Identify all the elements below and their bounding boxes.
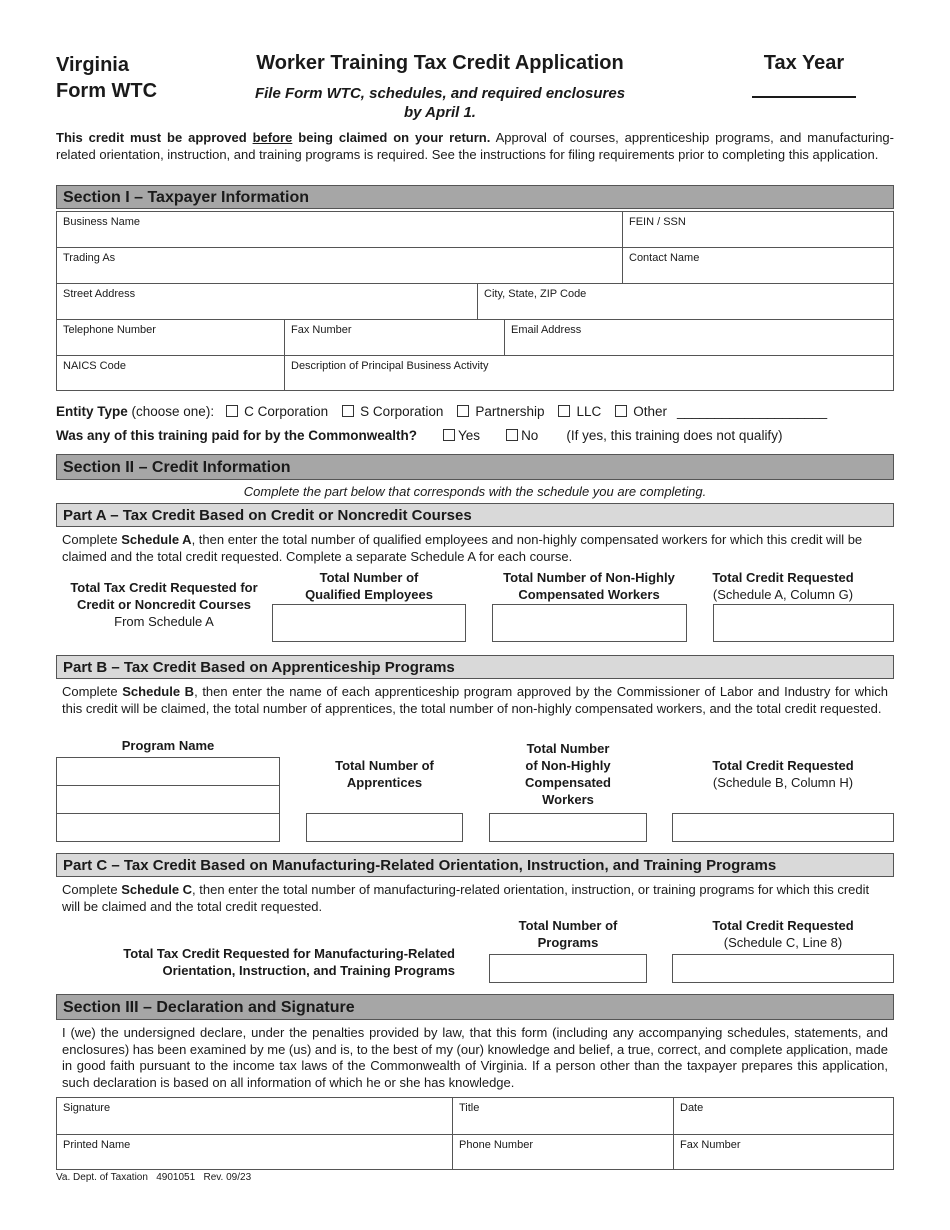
business-name-field[interactable] [57, 212, 622, 247]
partA-non-highly-workers-input[interactable] [492, 604, 687, 642]
partA-col2-header [480, 569, 698, 603]
form-name: Form WTC [56, 80, 158, 102]
partB-total-credit-input[interactable] [672, 813, 894, 842]
partB-non-highly-workers-input[interactable] [489, 813, 647, 842]
yes-label: Yes [458, 428, 481, 443]
partB-text-bold: Schedule B [122, 684, 195, 699]
fein-label: FEIN / SSN [629, 216, 686, 228]
partC-col1-header [489, 917, 647, 951]
partnership-checkbox[interactable] [457, 405, 469, 417]
partA-col2-line2: Compensated Workers [518, 587, 660, 602]
other-label: Other [633, 404, 667, 419]
partA-col2-line1: Total Number of Non-Highly [503, 570, 675, 585]
section1-header: Section I – Taxpayer Information [56, 185, 894, 209]
partB-col2-header [489, 740, 647, 808]
partC-header: Part C – Tax Credit Based on Manufacturing-Related Orientation, Instruction, and Training Programs [56, 853, 894, 877]
partC-total-credit-input[interactable] [672, 954, 894, 983]
partA-text-a: Complete [62, 532, 122, 547]
llc-label: LLC [576, 404, 602, 419]
partC-row-label-2: Orientation, Instruction, and Training Programs [162, 963, 455, 978]
partB-col2-line3: Compensated [525, 775, 611, 790]
section3-header: Section III – Declaration and Signature [56, 994, 894, 1020]
partA-col3-line1: Total Credit Requested [712, 570, 854, 585]
commonwealth-question: Was any of this training paid for by the Commonwealth? [56, 428, 418, 443]
fax-label: Fax Number [291, 324, 352, 336]
partA-col3-header [700, 569, 866, 603]
email-label: Email Address [511, 324, 582, 336]
partB-apprentices-input[interactable] [306, 813, 463, 842]
partB-col1-header [306, 757, 463, 791]
partC-text [62, 882, 888, 915]
entity-type-note: (choose one): [127, 404, 215, 419]
partA-qualified-employees-input[interactable] [272, 604, 466, 642]
other-blank[interactable]: ____________________ [677, 404, 828, 419]
printed-name-field[interactable] [57, 1135, 452, 1169]
partA-row-label [56, 579, 272, 630]
business-description-field[interactable] [284, 356, 893, 390]
partB-program-name-input-3[interactable] [57, 814, 279, 841]
partA-row-label-2: Credit or Noncredit Courses [76, 597, 252, 612]
intro-bold-b: being claimed on your return. [292, 130, 491, 145]
partB-program-name-input-2[interactable] [57, 786, 279, 814]
no-checkbox[interactable] [506, 429, 518, 441]
partC-text-a: Complete [62, 882, 122, 897]
llc-checkbox[interactable] [558, 405, 570, 417]
c-corp-label: C Corporation [244, 404, 329, 419]
partA-col1-line2: Qualified Employees [305, 587, 433, 602]
partC-text-bold: Schedule C [121, 882, 193, 897]
partC-col2-line1: Total Credit Requested [712, 918, 854, 933]
business-name-label: Business Name [63, 216, 141, 228]
form-title: Worker Training Tax Credit Application [256, 52, 624, 74]
partB-header: Part B – Tax Credit Based on Apprenticeship Programs [56, 655, 894, 679]
state-name: Virginia [56, 54, 129, 76]
signature-label: Signature [63, 1102, 111, 1114]
partA-total-credit-input[interactable] [713, 604, 894, 642]
phone-field[interactable] [452, 1135, 673, 1169]
c-corp-checkbox[interactable] [226, 405, 238, 417]
fein-field[interactable] [622, 212, 893, 247]
partB-col3-line2: (Schedule B, Column H) [712, 775, 854, 790]
partC-col1-line2: Programs [537, 935, 599, 950]
phone-label: Phone Number [459, 1139, 533, 1151]
s-corp-label: S Corporation [360, 404, 444, 419]
partB-text-a: Complete [62, 684, 123, 699]
intro-bold-underline: before [252, 130, 293, 145]
telephone-field[interactable] [57, 320, 284, 355]
partB-text-b: , then enter the name of each apprenticeship program approved by the Commissioner of Labor and Industry for which this credit will be claimed, the total number of apprentices, the total number of non-highly compensated workers, and the total credit requested. [62, 684, 888, 716]
intro-rest: Approval of courses, apprenticeship programs, and manufacturing-related orientation, instruction, and training programs is required. See the instructions for filing requirements prior to completing this application. [56, 130, 894, 162]
partB-col3-line1: Total Credit Requested [712, 758, 854, 773]
title-field[interactable] [452, 1098, 673, 1134]
partA-header: Part A – Tax Credit Based on Credit or Noncredit Courses [56, 503, 894, 527]
date-label: Date [680, 1102, 704, 1114]
partB-program-name-header: Program Name [121, 738, 215, 753]
partB-program-name-input-1[interactable] [57, 758, 279, 786]
signature-grid [56, 1097, 894, 1170]
taxpayer-info-grid [56, 211, 894, 391]
partA-col1-header [272, 569, 466, 603]
trading-as-field[interactable] [57, 248, 622, 283]
street-address-label: Street Address [63, 288, 136, 300]
footer-text: Va. Dept. of Taxation 4901051 Rev. 09/23 [56, 1172, 252, 1183]
partA-text-b: , then enter the total number of qualified employees and non-highly compensated workers for which this credit will be claimed and the total credit requested. Complete a separate Schedule A for each course. [62, 532, 863, 564]
partB-col1-line2: Apprentices [346, 775, 423, 790]
commonwealth-note: (If yes, this training does not qualify) [566, 428, 783, 443]
partC-programs-input[interactable] [489, 954, 647, 983]
partA-col1-line1: Total Number of [319, 570, 419, 585]
fax-field[interactable] [284, 320, 504, 355]
partC-col2-header [672, 917, 894, 951]
partA-text [62, 532, 888, 565]
street-address-field[interactable] [57, 284, 477, 319]
partB-col2-line1: Total Number [526, 741, 610, 756]
contact-name-label: Contact Name [629, 252, 700, 264]
date-field[interactable] [673, 1098, 893, 1134]
form-subtitle: File Form WTC, schedules, and required enclosures by April 1. [254, 85, 626, 121]
partB-col2-line4: Workers [542, 792, 594, 807]
signature-fax-label: Fax Number [680, 1139, 741, 1151]
partC-row-label [56, 945, 455, 979]
partB-program-name-list [56, 757, 280, 842]
contact-name-field[interactable] [622, 248, 893, 283]
partA-row-label-1: Total Tax Credit Requested for [70, 580, 258, 595]
partB-col1-line1: Total Number of [335, 758, 434, 773]
partA-text-bold: Schedule A [121, 532, 192, 547]
partB-text [62, 684, 888, 717]
partB-col3-header [672, 757, 894, 791]
partC-row-label-1: Total Tax Credit Requested for Manufacturing-Related [123, 946, 455, 961]
signature-field[interactable] [57, 1098, 452, 1134]
other-checkbox[interactable] [615, 405, 627, 417]
trading-as-label: Trading As [63, 252, 116, 264]
entity-type-row [56, 404, 827, 419]
partC-text-b: , then enter the total number of manufacturing-related orientation, instruction, or training programs for which this credit will be claimed and the total credit requested. [62, 882, 870, 914]
form-id [56, 52, 157, 104]
city-state-zip-label: City, State, ZIP Code [484, 288, 587, 300]
printed-name-label: Printed Name [63, 1139, 131, 1151]
no-label: No [521, 428, 539, 443]
s-corp-checkbox[interactable] [342, 405, 354, 417]
tax-year-field[interactable] [752, 96, 856, 98]
section2-instruction: Complete the part below that corresponds with the schedule you are completing. [243, 484, 707, 499]
title-label: Title [459, 1102, 480, 1114]
declaration-text: I (we) the undersigned declare, under the penalties provided by law, that this form (including any accompanying schedules, statements, and enclosures) has been examined by me (us) and is, to the best of my (our) knowledge and belief, a true, correct, and complete application, made in good faith pursuant to the income tax laws of the Commonwealth of Virginia. If a person other than the taxpayer prepares this application, such declaration is based on all information of which he or she has knowledge. [62, 1025, 888, 1090]
partA-row-label-3: From Schedule A [114, 614, 214, 629]
business-description-label: Description of Principal Business Activity [291, 360, 489, 372]
partB-col2-line2: of Non-Highly [525, 758, 611, 773]
yes-checkbox[interactable] [443, 429, 455, 441]
email-field[interactable] [504, 320, 893, 355]
tax-year-label: Tax Year [763, 52, 845, 74]
city-state-zip-field[interactable] [477, 284, 893, 319]
intro-bold-a: This credit must be approved [56, 130, 253, 145]
section2-header: Section II – Credit Information [56, 454, 894, 480]
entity-type-label: Entity Type [56, 404, 128, 419]
partA-col3-line2: (Schedule A, Column G) [712, 587, 854, 602]
intro-text [56, 130, 894, 163]
naics-label: NAICS Code [63, 360, 126, 372]
telephone-label: Telephone Number [63, 324, 156, 336]
partnership-label: Partnership [475, 404, 545, 419]
partC-col2-line2: (Schedule C, Line 8) [723, 935, 843, 950]
naics-field[interactable] [57, 356, 284, 390]
signature-fax-field[interactable] [673, 1135, 893, 1169]
commonwealth-row [56, 428, 782, 443]
partC-col1-line1: Total Number of [518, 918, 618, 933]
